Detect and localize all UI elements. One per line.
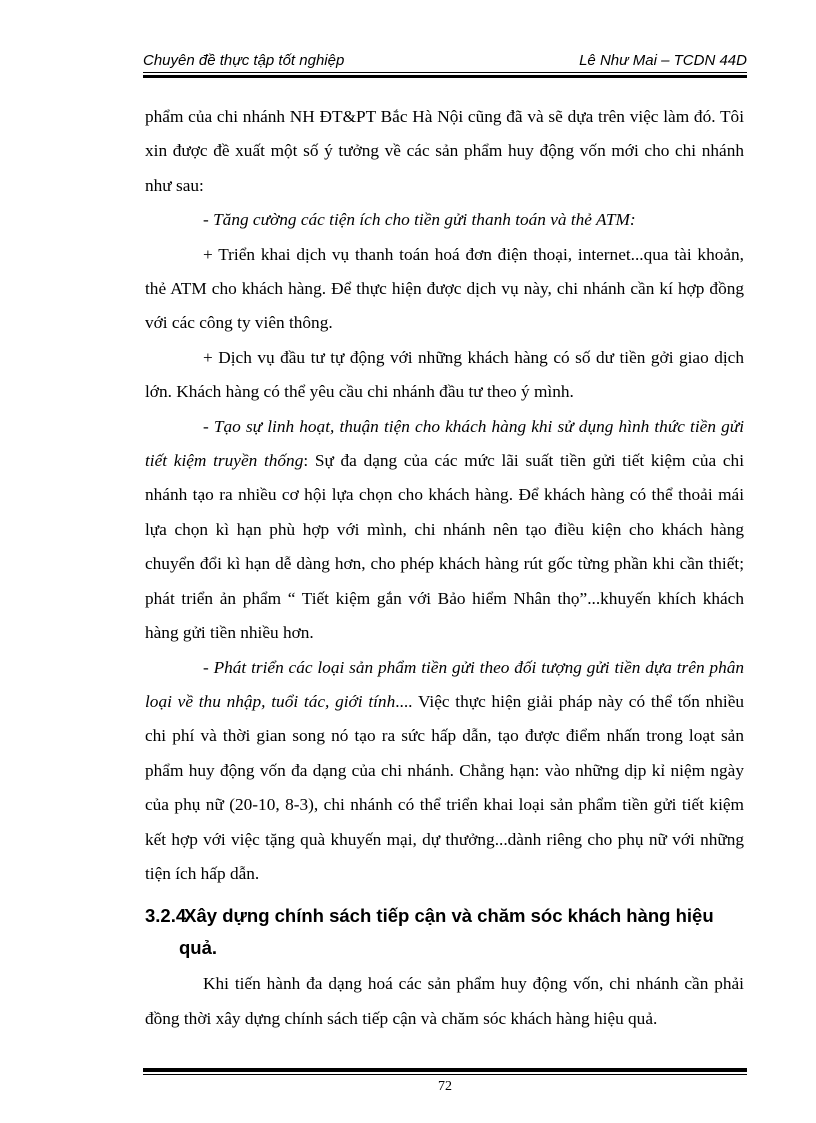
products-lead: - Phát triển các loại sản phẩm tiền gửi theo đối tượng gửi tiền dựa trên phân loại về thu nhập, tuổi tác, giới tính (145, 657, 744, 711)
page-body (145, 100, 744, 1036)
section-title: Xây dựng chính sách tiếp cận và chăm sóc khách hàng hiệu quả. (179, 905, 714, 959)
paragraph-bill-payment: + Triển khai dịch vụ thanh toán hoá đơn điện thoại, internet...qua tài khoản, thẻ ATM cho khách hàng. Để thực hiện được dịch vụ này, chi nhánh cần kí hợp đồng với các công ty viên thông. (145, 244, 744, 333)
products-text: .... Việc thực hiện giải pháp này có thể tốn nhiều chi phí và thời gian song nó tạo ra sức hấp dẫn, tạo được điểm nhấn trong loạt sản phẩm huy động vốn đa dạng của chi nhánh. Chẳng hạn: vào những dịp kỉ niệm ngày của phụ nữ (20-10, 8-3), chi nhánh có thể triển khai loại sản phẩm tiền gửi tiết kiệm kết hợp với việc tặng quà khuyến mại, dự thưởng...dành riêng cho phụ nữ với những tiện ích hấp dẫn. (145, 691, 745, 883)
flexibility-text: : Sự đa dạng của các mức lãi suất tiền gửi tiết kiệm của chi nhánh tạo ra nhiều cơ hội lựa chọn cho khách hàng. Để khách hàng có thể thoải mái lựa chọn kì hạn phù hợp với mình, chi nhánh nên tạo điều kiện cho khách hàng chuyển đổi kì hạn dễ dàng hơn, cho phép khách hàng rút gốc từng phần khi cần thiết; phát triển ản phẩm “ Tiết kiệm gắn với Bảo hiểm Nhân thọ”...khuyến khích khách hàng gửi tiền nhiều hơn. (145, 451, 744, 643)
header-title: Chuyên đề thực tập tốt nghiệp (143, 52, 345, 69)
page-footer (143, 1068, 747, 1095)
flexibility-lead: - Tạo sự linh hoạt, thuận tiện cho khách hàng khi sử dụng hình thức tiền gửi tiết kiệm truyền thống (145, 416, 744, 471)
paragraph-auto-invest: + Dịch vụ đầu tư tự động với những khách hàng có số dư tiền gởi giao dịch lớn. Khách hàng có thể yêu cầu chi nhánh đầu tư theo ý mình. (145, 347, 744, 402)
paragraph-flexibility (145, 410, 744, 651)
footer-rule-thick (143, 1068, 747, 1072)
paragraph-1: phẩm của chi nhánh NH ĐT&PT Bắc Hà Nội cũng đã và sẽ dựa trên việc làm đó. Tôi xin được đề xuất một số ý tưởng về các sản phẩm huy động vốn mới cho chi nhánh như sau: (145, 107, 744, 195)
header-author: Lê Như Mai – TCDN 44D (579, 52, 747, 69)
section-heading (145, 900, 744, 964)
header-rule-thick (143, 75, 747, 78)
paragraph-section-intro: Khi tiến hành đa dạng hoá các sản phẩm huy động vốn, chi nhánh cần phải đồng thời xây dựng chính sách tiếp cận và chăm sóc khách hàng hiệu quả. (145, 974, 744, 1028)
header-rule-thin (143, 72, 747, 73)
bullet-atm-heading: - Tăng cường các tiện ích cho tiền gửi thanh toán và thẻ ATM: (203, 210, 636, 230)
page-number: 72 (438, 1079, 452, 1094)
footer-rule-thin (143, 1074, 747, 1075)
section-number: 3.2.4 (145, 905, 187, 927)
paragraph-products (145, 651, 744, 892)
page-header (143, 52, 747, 74)
